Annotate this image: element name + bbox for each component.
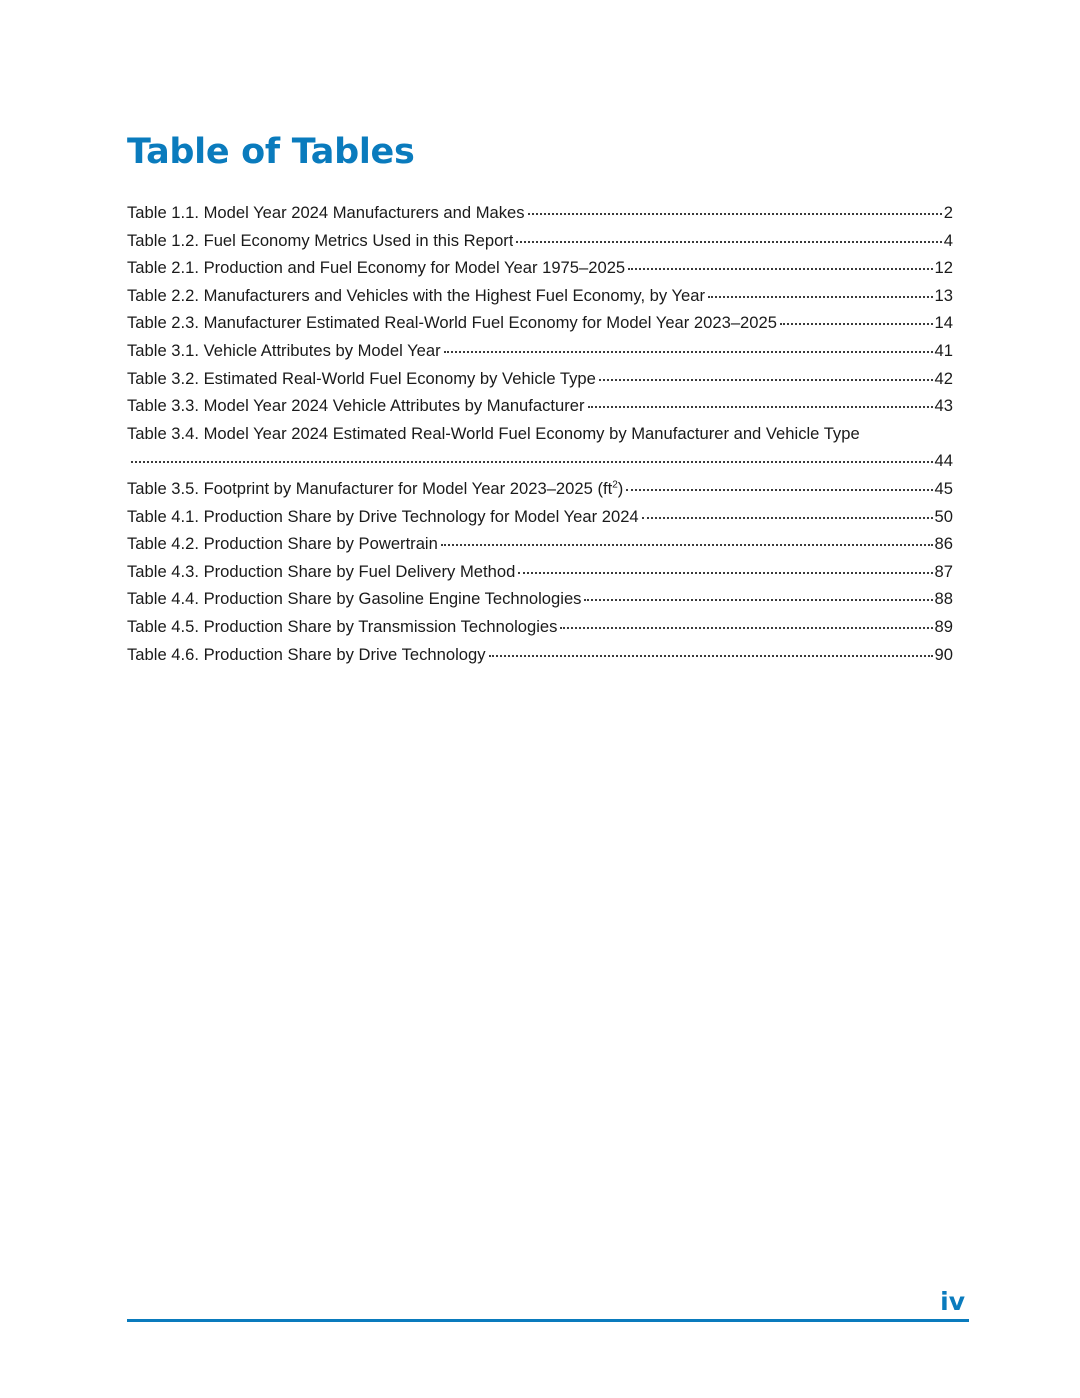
toc-entry-page[interactable]: 50 — [934, 506, 953, 526]
toc-entry-page[interactable]: 12 — [934, 258, 953, 278]
toc-entry-table-4-2[interactable] — [127, 530, 953, 558]
toc-entry-table-3-1[interactable] — [127, 337, 953, 365]
toc-entry-page[interactable]: 14 — [934, 313, 953, 333]
toc-entry-page[interactable]: 45 — [934, 478, 953, 498]
superscript-2: 2 — [612, 479, 618, 491]
toc-entry-label[interactable]: Table 3.1. Vehicle Attributes by Model Year — [127, 340, 441, 360]
dot-leader — [441, 544, 933, 546]
dot-leader — [528, 213, 942, 215]
toc-entry-label[interactable]: Table 2.3. Manufacturer Estimated Real-World Fuel Economy for Model Year 2023–2025 — [127, 313, 777, 333]
toc-entry-table-2-3[interactable] — [127, 309, 953, 337]
toc-entry-label[interactable]: Table 4.5. Production Share by Transmission Technologies — [127, 616, 558, 636]
toc-entry-page[interactable]: 4 — [943, 230, 953, 250]
dot-leader — [628, 268, 932, 270]
toc-entry-table-4-6[interactable] — [127, 641, 953, 669]
toc-entry-page[interactable]: 44 — [934, 451, 953, 471]
toc-entry-table-1-1[interactable] — [127, 199, 953, 227]
dot-leader — [444, 351, 933, 353]
dot-leader — [588, 406, 933, 408]
toc-entry-page[interactable]: 87 — [934, 561, 953, 581]
toc-entry-label: Table 3.5. Footprint by Manufacturer for Model Year 2023–2025 (ft — [127, 478, 613, 498]
toc-entry-label[interactable]: Table 4.2. Production Share by Powertrain — [127, 534, 438, 554]
toc-entry-label[interactable]: Table 2.1. Production and Fuel Economy for Model Year 1975–2025 — [127, 258, 626, 278]
dot-leader — [560, 627, 932, 629]
toc-entry-table-4-4[interactable] — [127, 585, 953, 613]
toc-entry-label-group[interactable] — [127, 475, 623, 503]
dot-leader — [626, 489, 932, 491]
toc-entry-page[interactable]: 41 — [934, 340, 953, 360]
toc-entry-page[interactable]: 42 — [934, 368, 953, 388]
toc-entry-label[interactable]: Table 4.4. Production Share by Gasoline Engine Technologies — [127, 589, 582, 609]
toc-entry-label[interactable]: Table 2.2. Manufacturers and Vehicles with the Highest Fuel Economy, by Year — [127, 285, 706, 305]
toc-entry-label[interactable]: Table 1.2. Fuel Economy Metrics Used in this Report — [127, 230, 514, 250]
dot-leader — [642, 517, 933, 519]
toc-entry-label[interactable]: Table 4.3. Production Share by Fuel Delivery Method — [127, 561, 516, 581]
toc-entry-page[interactable]: 90 — [934, 644, 953, 664]
footer-page-number: iv — [940, 1287, 965, 1316]
toc-entry-label[interactable]: Table 3.2. Estimated Real-World Fuel Economy by Vehicle Type — [127, 368, 596, 388]
dot-leader — [599, 379, 933, 381]
toc-entry-table-3-3[interactable] — [127, 392, 953, 420]
toc-entry-page[interactable]: 89 — [934, 616, 953, 636]
dot-leader — [708, 296, 932, 298]
toc-entry-page[interactable]: 2 — [943, 203, 953, 222]
toc-entry-label[interactable]: Table 4.1. Production Share by Drive Technology for Model Year 2024 — [127, 506, 639, 526]
dot-leader — [584, 599, 932, 601]
dot-leader — [131, 461, 933, 463]
toc-entry-continuation — [127, 447, 953, 475]
toc-entry-table-2-2[interactable] — [127, 282, 953, 310]
toc-entry-table-1-2[interactable] — [127, 227, 953, 255]
toc-entry-table-4-3[interactable] — [127, 558, 953, 586]
toc-entry-table-3-5[interactable] — [127, 475, 953, 503]
dot-leader — [489, 655, 933, 657]
toc-entry-page[interactable]: 86 — [934, 534, 953, 554]
toc-entry-label[interactable]: Table 3.4. Model Year 2024 Estimated Real-World Fuel Economy by Manufacturer and Vehicle Type — [127, 423, 860, 443]
toc-entry-table-3-2[interactable] — [127, 365, 953, 393]
toc-entry-label[interactable]: Table 4.6. Production Share by Drive Technology — [127, 644, 486, 664]
toc-entry-table-4-1[interactable] — [127, 503, 953, 531]
toc-entry-label-tail: ) — [617, 478, 624, 498]
toc-entry-table-4-5[interactable] — [127, 613, 953, 641]
page-title: Table of Tables — [127, 132, 415, 172]
dot-leader — [780, 323, 933, 325]
toc-entry-label[interactable]: Table 3.3. Model Year 2024 Vehicle Attributes by Manufacturer — [127, 396, 585, 416]
dot-leader — [516, 241, 941, 243]
footer-divider — [127, 1319, 969, 1322]
toc-entry-table-3-4[interactable] — [127, 420, 953, 475]
toc-entry-page[interactable]: 43 — [934, 396, 953, 416]
toc-entry-page[interactable]: 88 — [934, 589, 953, 609]
toc-entry-table-2-1[interactable] — [127, 254, 953, 282]
toc-entry-label[interactable]: Table 1.1. Model Year 2024 Manufacturers and Makes — [127, 203, 525, 222]
dot-leader — [518, 572, 932, 574]
toc-entry-page[interactable]: 13 — [934, 285, 953, 305]
table-of-tables-list — [127, 199, 953, 668]
